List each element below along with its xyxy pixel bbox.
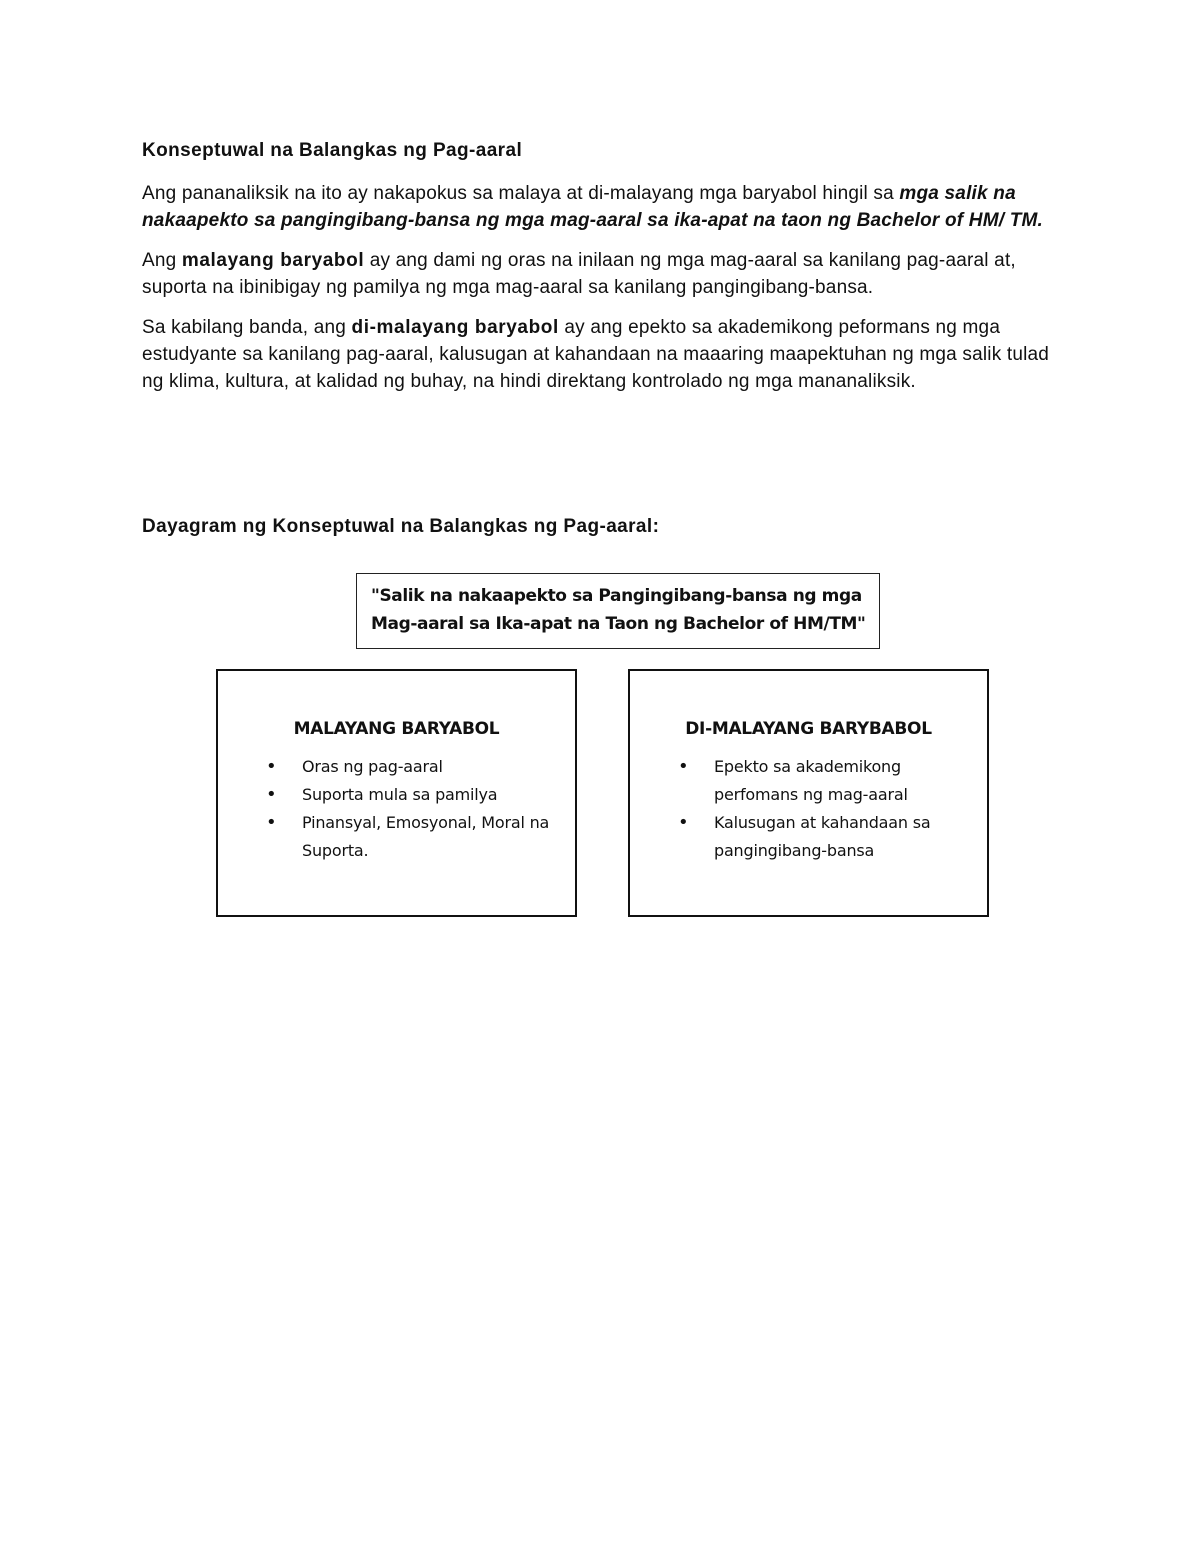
- independent-prefix: Ang: [142, 250, 182, 271]
- list-item: [266, 781, 575, 809]
- paragraph-intro: [142, 180, 1062, 234]
- independent-term: malayang baryabol: [181, 250, 365, 271]
- list-item: [678, 809, 987, 865]
- paragraph-dependent-variable: [142, 314, 1062, 395]
- diagram-heading: Dayagram ng Konseptuwal na Balangkas ng Pag-aaral:: [142, 516, 660, 537]
- list-item: [266, 809, 575, 865]
- document-body: [142, 140, 1062, 408]
- bullet-icon: •: [266, 756, 277, 777]
- independent-variable-list: [218, 753, 575, 865]
- bullet-icon: •: [678, 756, 689, 777]
- paragraph-independent-variable: [142, 247, 1062, 301]
- dependent-suffix: ay ang epekto sa akademikong peformans ng mga estudyante sa kanilang pag-aaral, kalusugan at kahandaan na maaaring maapektuhan ng mga salik tulad ng klima, kultura, at kalidad ng buhay, na hindi direktang kontrolado ng mga mananaliksik.: [142, 317, 1050, 392]
- list-item-text: Suporta mula sa pamilya: [302, 785, 498, 804]
- list-item: [266, 753, 575, 781]
- dependent-term: di-malayang baryabol: [351, 317, 559, 338]
- bullet-icon: •: [266, 784, 277, 805]
- independent-suffix: ay ang dami ng oras na inilaan ng mga mag-aaral sa kanilang pag-aaral at, suporta na ibinibigay ng pamilya ng mga mag-aaral sa kanilang pangingibang-bansa.: [142, 250, 1016, 298]
- dependent-variable-title: DI-MALAYANG BARYBABOL: [685, 719, 932, 739]
- page-title: Konseptuwal na Balangkas ng Pag-aaral: [142, 140, 523, 161]
- list-item-text: Epekto sa akademikong perfomans ng mag-aaral: [714, 757, 908, 804]
- dependent-variable-box: [628, 669, 989, 917]
- independent-variable-title: MALAYANG BARYABOL: [293, 719, 500, 739]
- diagram-title-box: [356, 573, 880, 649]
- list-item-text: Oras ng pag-aaral: [302, 757, 443, 776]
- list-item-text: Kalusugan at kahandaan sa pangingibang-bansa: [714, 813, 931, 860]
- intro-emphasis: mga salik na nakaapekto sa pangingibang-bansa ng mga mag-aaral sa ika-apat na taon ng Bachelor of HM/ TM.: [142, 183, 1044, 231]
- diagram-title-line-2: Mag-aaral sa Ika-apat na Taon ng Bachelor of HM/TM": [371, 614, 866, 634]
- bullet-icon: •: [678, 812, 689, 833]
- list-item-text: Pinansyal, Emosyonal, Moral na Suporta.: [302, 813, 550, 860]
- independent-variable-box: [216, 669, 577, 917]
- list-item: [678, 753, 987, 809]
- dependent-variable-list: [630, 753, 987, 865]
- dependent-prefix: Sa kabilang banda, ang: [142, 317, 352, 338]
- intro-text: Ang pananaliksik na ito ay nakapokus sa malaya at di-malayang mga baryabol hingil sa: [142, 183, 900, 204]
- diagram-title-line-1: "Salik na nakaapekto sa Pangingibang-bansa ng mga: [371, 586, 862, 606]
- bullet-icon: •: [266, 812, 277, 833]
